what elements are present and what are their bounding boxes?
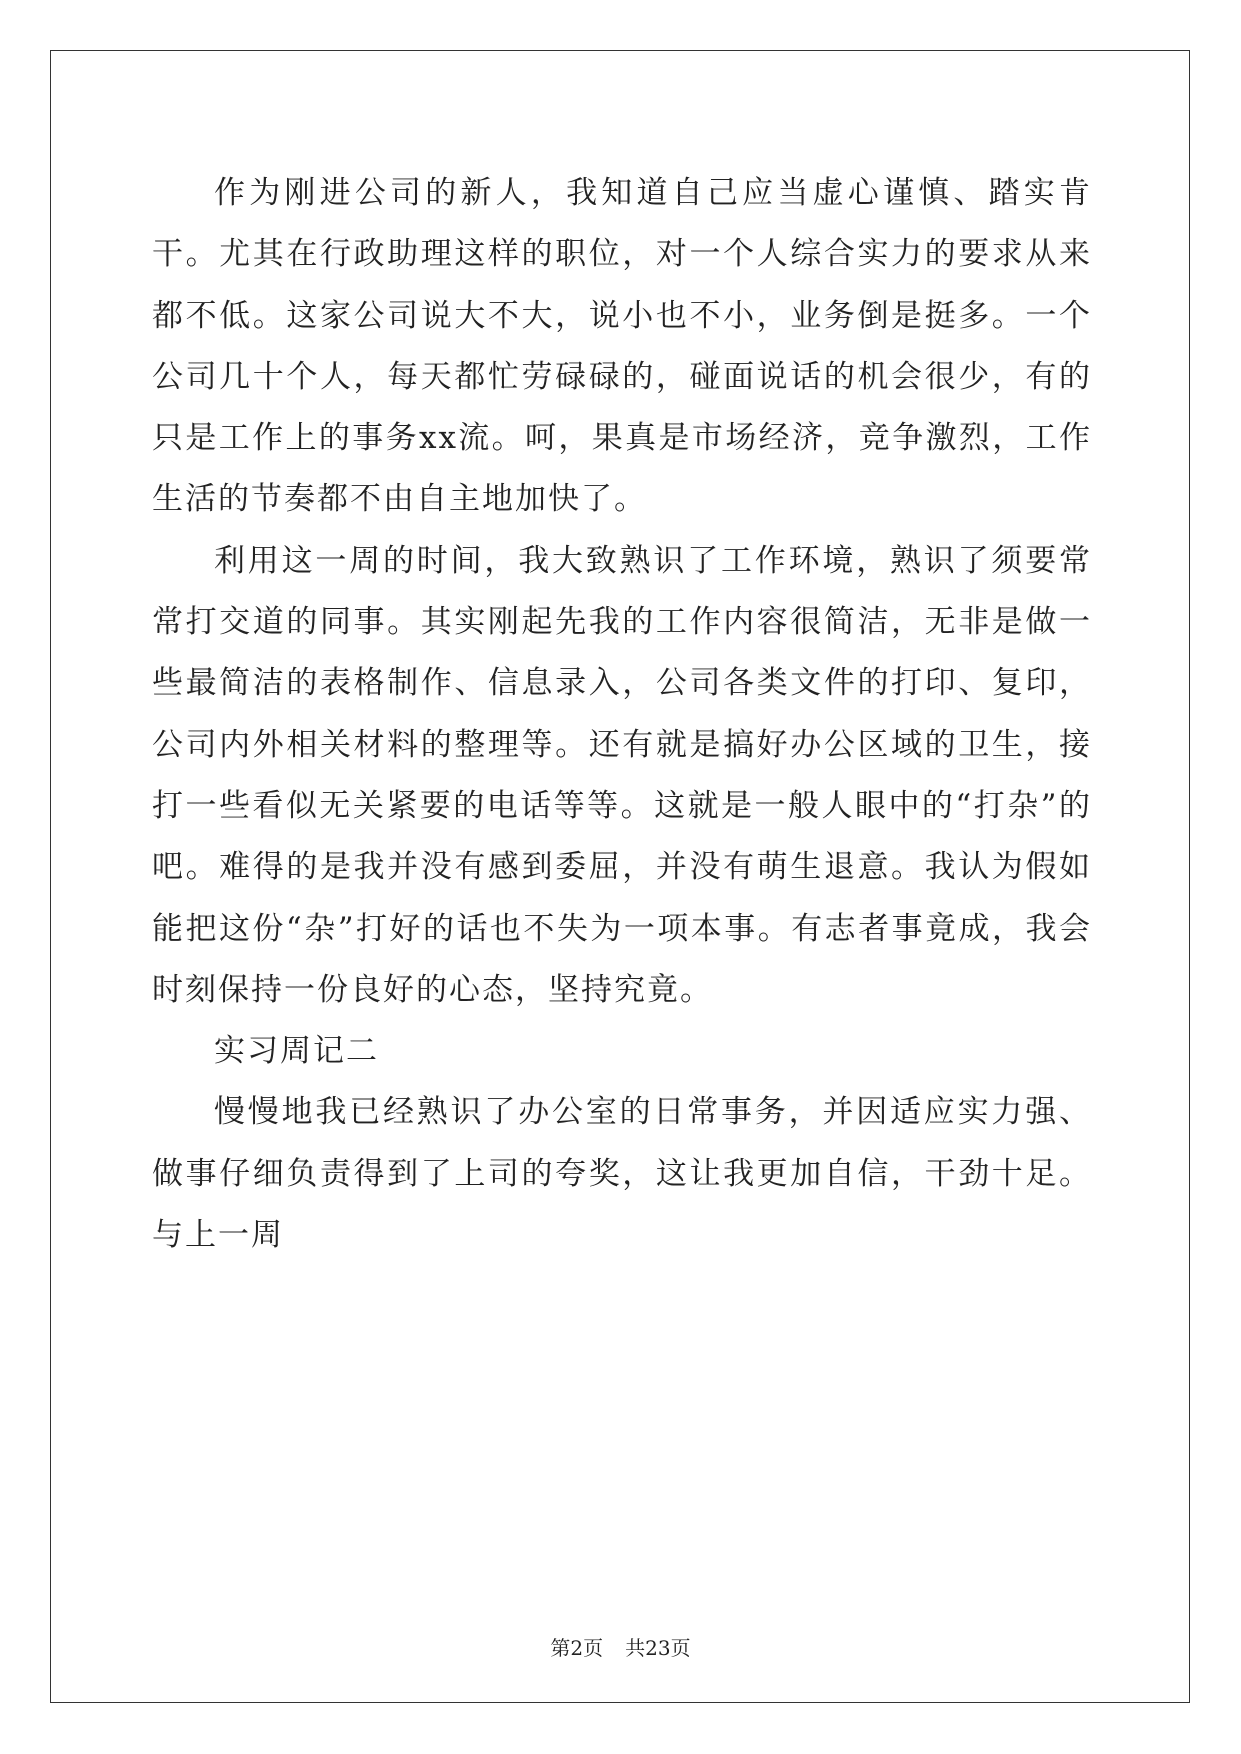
page-number: 第2页 <box>550 1636 604 1660</box>
paragraph-2: 利用这一周的时间，我大致熟识了工作环境，熟识了须要常常打交道的同事。其实刚起先我的工作内容很简洁，无非是做一些最简洁的表格制作、信息录入，公司各类文件的打印、复印，公司内外相关材料的整理等。还有就是搞好办公区域的卫生，接打一些看似无关紧要的电话等等。这就是一般人眼中的“打杂”的吧。难得的是我并没有感到委屈，并没有萌生退意。我认为假如能把这份“杂”打好的话也不失为一项本事。有志者事竟成，我会时刻保持一份良好的心态，坚持究竟。 <box>152 542 1092 1008</box>
page-footer <box>0 1636 1241 1660</box>
paragraph-3: 慢慢地我已经熟识了办公室的日常事务，并因适应实力强、做事仔细负责得到了上司的夸奖，这让我更加自信，干劲十足。与上一周 <box>152 1094 1092 1254</box>
page-total: 共23页 <box>625 1636 691 1660</box>
section-heading: 实习周记二 <box>214 1033 379 1070</box>
paragraph-1: 作为刚进公司的新人，我知道自己应当虚心谨慎、踏实肯干。尤其在行政助理这样的职位，对一个人综合实力的要求从来都不低。这家公司说大不大，说小也不小，业务倒是挺多。一个公司几十个人，每天都忙劳碌碌的，碰面说话的机会很少，有的只是工作上的事务xx流。呵，果真是市场经济，竞争激烈，工作生活的节奏都不由自主地加快了。 <box>152 175 1092 518</box>
document-body <box>152 163 1092 1266</box>
